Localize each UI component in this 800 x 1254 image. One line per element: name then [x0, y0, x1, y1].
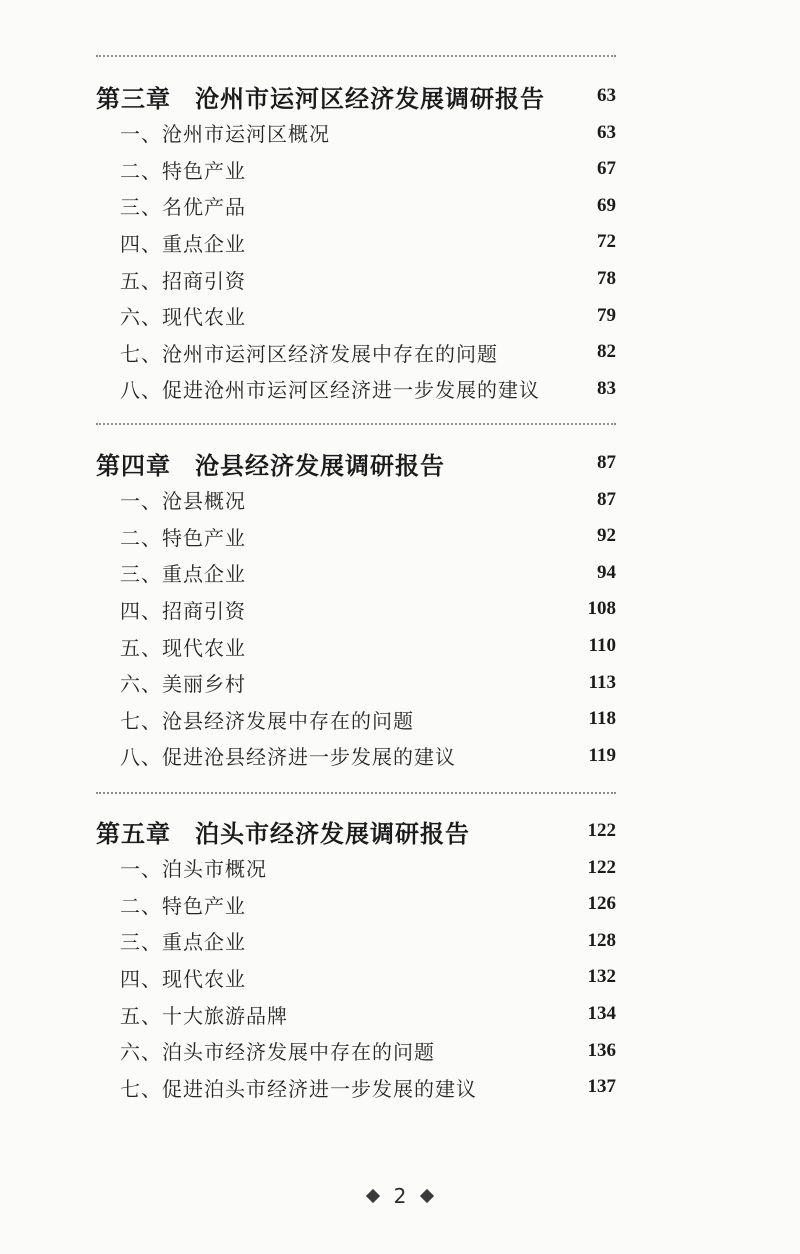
toc-entry-label: 八、促进沧州市运河区经济进一步发展的建议 — [120, 378, 540, 403]
toc-entry[interactable] — [96, 996, 616, 1032]
chapter-heading[interactable] — [96, 445, 616, 481]
toc-entry-label: 六、泊头市经济发展中存在的问题 — [120, 1040, 435, 1065]
toc-entry[interactable] — [96, 298, 616, 334]
toc-entry-label: 五、十大旅游品牌 — [120, 1003, 288, 1028]
toc-entry-page-number: 126 — [587, 893, 616, 915]
toc-entry-label: 三、重点企业 — [120, 562, 246, 587]
toc-entry-page-number: 137 — [587, 1076, 616, 1098]
toc-entry-page-number: 113 — [588, 671, 616, 693]
toc-entry-label: 四、重点企业 — [120, 231, 246, 256]
toc-entry-page-number: 69 — [597, 194, 616, 216]
toc-entry-label: 六、现代农业 — [120, 305, 246, 330]
chapter-divider — [96, 792, 616, 794]
chapter-title-text — [96, 814, 470, 849]
toc-entry[interactable] — [96, 482, 616, 518]
chapter-divider — [96, 423, 616, 425]
toc-entry-page-number: 118 — [588, 708, 616, 730]
toc-entry[interactable] — [96, 628, 616, 664]
toc-entry-label: 二、特色产业 — [120, 893, 246, 918]
toc-entry-label: 七、沧州市运河区经济发展中存在的问题 — [120, 341, 498, 366]
toc-entry-label: 三、重点企业 — [120, 930, 246, 955]
toc-entry[interactable] — [96, 923, 616, 959]
chapter-heading[interactable] — [96, 813, 616, 849]
diamond-ornament-icon — [366, 1189, 380, 1203]
toc-entry-page-number: 92 — [597, 525, 616, 547]
toc-entry[interactable] — [96, 665, 616, 701]
toc-entry[interactable] — [96, 1033, 616, 1069]
toc-entry-page-number: 87 — [597, 488, 616, 510]
toc-entry-label: 四、现代农业 — [120, 966, 246, 991]
toc-entry-page-number: 110 — [588, 635, 616, 656]
toc-entry-label: 五、现代农业 — [120, 635, 246, 660]
toc-entry-page-number: 79 — [597, 304, 616, 326]
toc-entry-label: 二、特色产业 — [120, 525, 246, 550]
toc-entry-page-number: 83 — [597, 377, 616, 399]
toc-entry-label: 六、美丽乡村 — [120, 672, 246, 697]
chapter-page-number: 63 — [597, 85, 616, 106]
toc-entry-label: 一、沧县概况 — [120, 489, 246, 514]
toc-entry-page-number: 119 — [588, 744, 616, 766]
chapter-page-number: 122 — [587, 820, 616, 841]
toc-entry[interactable] — [96, 371, 616, 407]
chapter-number: 第三章 — [96, 83, 171, 113]
toc-entry[interactable] — [96, 334, 616, 370]
chapter-number: 第四章 — [96, 450, 171, 480]
toc-entry[interactable] — [96, 261, 616, 297]
toc-entry-label: 八、促进沧县经济进一步发展的建议 — [120, 745, 456, 770]
page-number: 2 — [393, 1184, 407, 1208]
toc-entry-page-number: 67 — [597, 158, 616, 180]
toc-entry[interactable] — [96, 518, 616, 554]
chapter-title-text — [96, 446, 445, 481]
toc-entry-page-number: 122 — [587, 856, 616, 878]
diamond-ornament-icon — [420, 1189, 434, 1203]
chapter-number: 第五章 — [96, 818, 171, 848]
toc-entry-label: 三、名优产品 — [120, 195, 246, 220]
toc-entry[interactable] — [96, 886, 616, 922]
toc-entry[interactable] — [96, 151, 616, 187]
toc-entry-label: 四、招商引资 — [120, 598, 246, 623]
chapter-title: 沧州市运河区经济发展调研报告 — [195, 83, 545, 113]
toc-entry-label: 二、特色产业 — [120, 158, 246, 183]
toc-entry-page-number: 72 — [597, 231, 616, 253]
toc-entry[interactable] — [96, 591, 616, 627]
toc-entry-page-number: 132 — [587, 966, 616, 988]
chapter-title-text — [96, 79, 545, 114]
toc-entry[interactable] — [96, 738, 616, 774]
toc-entry-page-number: 82 — [597, 341, 616, 363]
toc-entry-label: 一、泊头市概况 — [120, 857, 267, 882]
toc-entry-page-number: 134 — [587, 1003, 616, 1024]
top-divider — [96, 55, 616, 57]
toc-entry[interactable] — [96, 959, 616, 995]
toc-entry-page-number: 136 — [587, 1039, 616, 1061]
toc-entry-page-number: 108 — [587, 598, 616, 620]
page-footer — [0, 1181, 800, 1211]
toc-entry[interactable] — [96, 701, 616, 737]
toc-entry-page-number: 94 — [597, 561, 616, 583]
chapter-page-number: 87 — [597, 452, 616, 473]
toc-entry[interactable] — [96, 850, 616, 886]
chapter-title: 泊头市经济发展调研报告 — [195, 818, 470, 848]
chapter-title: 沧县经济发展调研报告 — [195, 450, 445, 480]
toc-entry[interactable] — [96, 188, 616, 224]
chapter-heading[interactable] — [96, 78, 616, 114]
toc-entry-page-number: 128 — [587, 929, 616, 951]
toc-entry-label: 七、促进泊头市经济进一步发展的建议 — [120, 1076, 477, 1101]
toc-entry-label: 七、沧县经济发展中存在的问题 — [120, 708, 414, 733]
toc-entry[interactable] — [96, 115, 616, 151]
toc-entry-label: 五、招商引资 — [120, 268, 246, 293]
toc-entry[interactable] — [96, 1069, 616, 1105]
toc-entry-page-number: 63 — [597, 121, 616, 143]
toc-entry-label: 一、沧州市运河区概况 — [120, 122, 330, 147]
toc-entry[interactable] — [96, 555, 616, 591]
toc-entry-page-number: 78 — [597, 268, 616, 289]
toc-entry[interactable] — [96, 224, 616, 260]
